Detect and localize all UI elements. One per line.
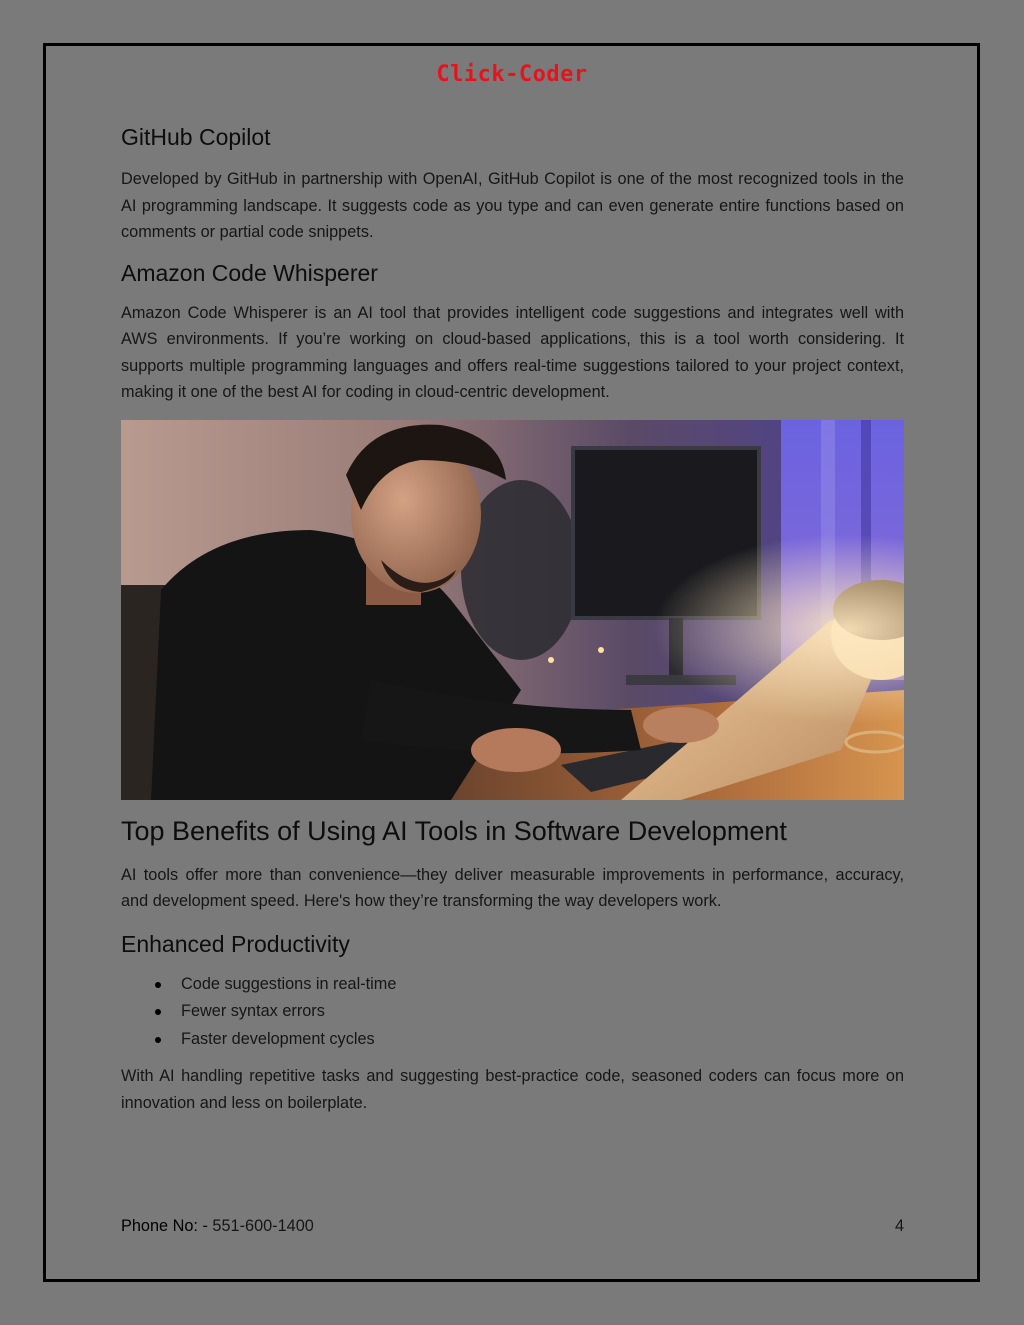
section-heading-enhanced-productivity: Enhanced Productivity (121, 930, 350, 957)
list-item-text: Faster development cycles (181, 1029, 375, 1048)
phone-label: Phone No: - (121, 1217, 213, 1235)
paragraph-amazon-code-whisperer: Amazon Code Whisperer is an AI tool that provides intelligent code suggestions and integrates well with AWS environments. If you’re working on cloud-based applications, this is a tool worth considering. It supports multiple programming languages and offers real-time suggestions tailored to your project context, making it one of the best AI for coding in cloud-centric development. (121, 303, 904, 401)
paragraph-enhanced-productivity: With AI handling repetitive tasks and suggesting best-practice code, seasoned coders can focus more on innovation and less on boilerplate. (121, 1067, 904, 1112)
list-item (121, 971, 904, 999)
bullet-icon (155, 1037, 161, 1043)
paragraph-github-copilot: Developed by GitHub in partnership with OpenAI, GitHub Copilot is one of the most recognized tools in the AI programming landscape. It suggests code as you type and can even generate entire functions based on comments or partial code snippets. (121, 170, 904, 241)
section-heading-github-copilot: GitHub Copilot (121, 124, 271, 150)
page-footer (121, 1217, 904, 1236)
page-number: 4 (894, 1217, 904, 1235)
bullet-icon (155, 982, 161, 988)
list-item (121, 1026, 904, 1054)
phone-number: 551-600-1400 (212, 1217, 314, 1235)
productivity-bullet-list (121, 971, 904, 1054)
brand-header: Click-Coder (436, 62, 588, 87)
list-item-text: Code suggestions in real-time (181, 974, 397, 993)
bullet-icon (155, 1009, 161, 1015)
list-item-text: Fewer syntax errors (181, 1002, 325, 1020)
section-heading-top-benefits: Top Benefits of Using AI Tools in Software Development (121, 815, 787, 846)
paragraph-top-benefits: AI tools offer more than convenience—they deliver measurable improvements in performance, accuracy, and development speed. Here's how they’re transforming the way developers work. (121, 865, 904, 910)
list-item (121, 998, 904, 1026)
developer-at-laptop-photo (121, 420, 904, 800)
section-heading-amazon-code-whisperer: Amazon Code Whisperer (121, 259, 378, 286)
page-content (121, 122, 904, 1116)
